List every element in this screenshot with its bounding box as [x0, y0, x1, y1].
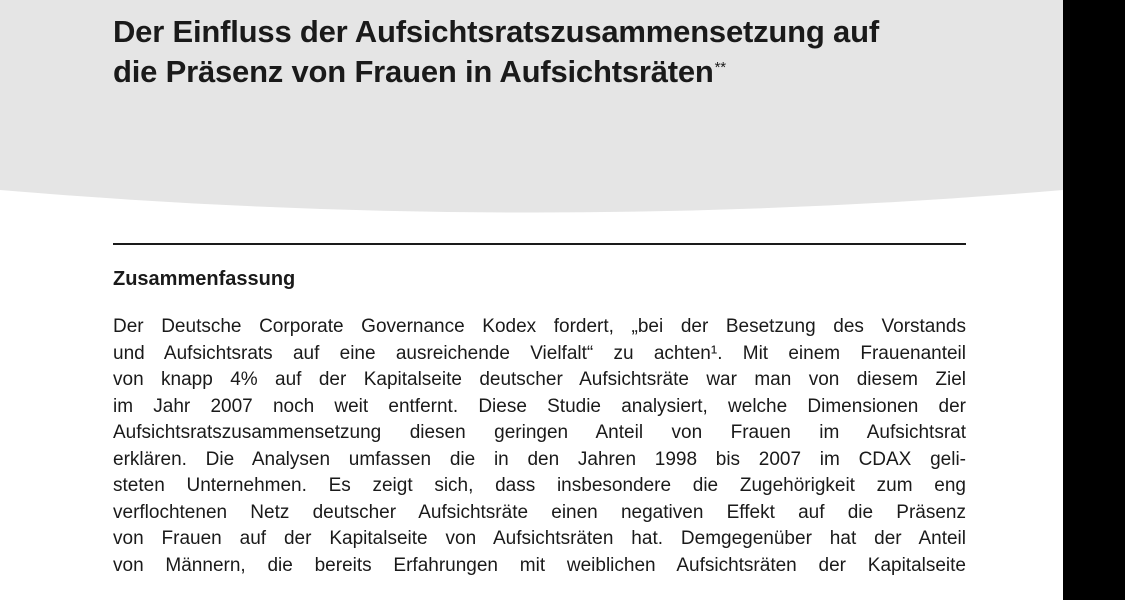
abstract-line: im Jahr 2007 noch weit entfernt. Diese Studie analysiert, welche Dimensionen der [113, 395, 966, 417]
section-heading: Zusammenfassung [113, 268, 296, 290]
abstract-line: Aufsichtsratszusammensetzung diesen geringen Anteil von Frauen im Aufsichtsrat [113, 422, 966, 443]
article-title [113, 12, 1013, 92]
abstract-text [113, 314, 966, 579]
abstract-line: steten Unternehmen. Es zeigt sich, dass insbesondere die Zugehörigkeit zum eng [113, 475, 966, 496]
abstract-line: und Aufsichtsrats auf eine ausreichende Vielfalt“ zu achten¹. Mit einem Frauenanteil [113, 342, 966, 364]
title-line-1: Der Einfluss der Aufsichtsratszusammensetzung auf [113, 14, 879, 49]
title-line-2: die Präsenz von Frauen in Aufsichtsräten [113, 54, 714, 89]
title-footnote-mark: ** [714, 59, 726, 76]
abstract-line: Der Deutsche Corporate Governance Kodex fordert, „bei der Besetzung des Vorstands [113, 316, 966, 337]
abstract-line: erklären. Die Analysen umfassen die in den Jahren 1998 bis 2007 im CDAX geli- [113, 448, 966, 470]
abstract-line: von knapp 4% auf der Kapitalseite deutscher Aufsichtsräte war man von diesem Ziel [113, 369, 966, 390]
abstract-line: von Frauen auf der Kapitalseite von Aufsichtsräten hat. Demgegenüber hat der Anteil [113, 528, 966, 549]
abstract-line: verflochtenen Netz deutscher Aufsichtsräte einen negativen Effekt auf die Präsenz [113, 501, 966, 523]
abstract-line: von Männern, die bereits Erfahrungen mit weiblichen Aufsichtsräten der Kapitalseite [113, 554, 966, 576]
section-divider [113, 243, 966, 245]
edge-strip [1063, 0, 1125, 600]
